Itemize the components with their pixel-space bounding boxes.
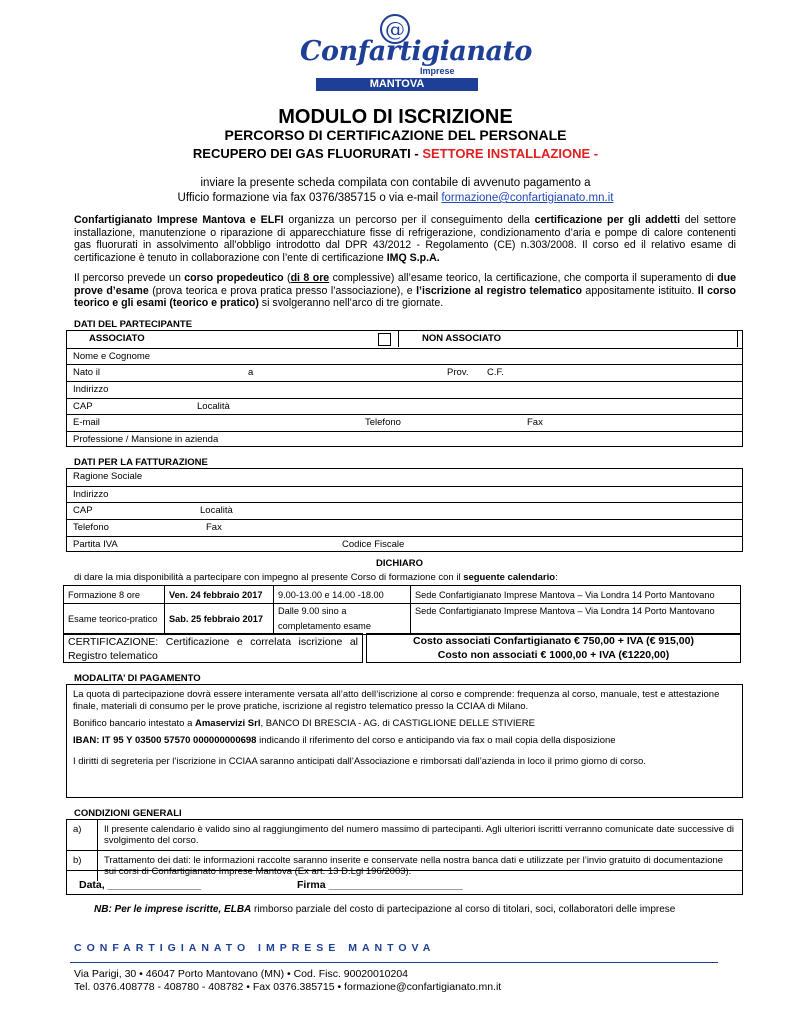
calendar-date: Ven. 24 febbraio 2017 — [165, 586, 274, 604]
footer-address — [74, 968, 501, 994]
subtitle-red: SETTORE INSTALLAZIONE - — [422, 146, 599, 161]
intro-bold: certificazione per gli addetti — [534, 214, 681, 226]
calendar-row — [64, 586, 741, 604]
billing-localita-label: Località — [200, 505, 233, 517]
email-label: E-mail — [73, 417, 100, 429]
page-subtitle-2 — [0, 146, 791, 161]
participant-section-title: DATI DEL PARTECIPANTE — [74, 319, 193, 330]
logo-wordmark: Confartigianato — [300, 36, 532, 67]
dichiaro-text-b: seguente calendario — [463, 572, 556, 583]
fax-label: Fax — [527, 417, 543, 429]
membership-row — [67, 331, 742, 348]
dichiaro-text-a: di dare la mia disponibilità a partecipare con impegno al presente Corso di formazione con il — [74, 572, 464, 583]
billing-cap-row[interactable] — [67, 502, 742, 519]
calendar-time-line: completamento esame — [278, 621, 371, 631]
condition-key: b) — [67, 851, 98, 882]
calendar-place: Sede Confartigianato Imprese Mantova – Via Londra 14 Porto Mantovano — [411, 586, 741, 604]
ragione-label: Ragione Sociale — [73, 471, 143, 482]
dichiaro-title: DICHIARO — [376, 558, 423, 569]
billing-telefono-row[interactable] — [67, 519, 742, 536]
intro-text: organizza un percorso per il conseguimento della — [283, 214, 535, 226]
calendar-label: Esame teorico-pratico — [64, 604, 165, 635]
contatti-row[interactable] — [67, 414, 742, 431]
nb-note — [94, 904, 675, 915]
signature-row — [66, 870, 743, 895]
logo-band: MANTOVA — [316, 78, 478, 91]
calendar-time: 9.00-13.00 e 14.00 -18.00 — [274, 586, 411, 604]
calendar-table — [63, 585, 741, 635]
calendar-time-line: Dalle 9.00 sino a — [278, 606, 347, 616]
send-instructions — [0, 176, 791, 206]
nb-bold: NB: Per le imprese iscritte, ELBA — [94, 904, 252, 915]
intro-paragraph-2 — [74, 272, 736, 310]
data-field[interactable]: Data, ________________ — [79, 879, 202, 891]
prov-label: Prov. — [447, 367, 469, 379]
payment-bank — [73, 718, 736, 730]
cost-non-associati: Costo non associati € 1000,00 + IVA (€1220,00) — [437, 649, 670, 661]
iban-value: IBAN: IT 95 Y 03500 57570 000000000698 — [73, 735, 257, 746]
ragione-row[interactable] — [67, 469, 742, 486]
luogo-label: a — [248, 367, 254, 379]
payment-fees: I diritti di segreteria per l’iscrizione in CCIAA saranno anticipati dall’Associazione e rimborsati dall’azienda in loco il primo giorno di corso. — [73, 756, 646, 767]
billing-fax-label: Fax — [206, 522, 222, 534]
send-line-1: inviare la presente scheda compilata con contabile di avvenuto pagamento a — [200, 177, 591, 189]
cf-label: C.F. — [487, 367, 504, 379]
intro-text: Il percorso prevede un — [74, 272, 185, 284]
cert-box: CERTIFICAZIONE: Certificazione e correlata iscrizione al Registro telematico — [63, 633, 363, 663]
page-subtitle: PERCORSO DI CERTIFICAZIONE DEL PERSONALE — [224, 127, 567, 143]
intro-text: ( — [283, 272, 291, 284]
professione-label: Professione / Mansione in azienda — [73, 434, 219, 446]
intro-text: del settore installazione, manutenzione o riparazione di apparecchiature fisse di refrigerazione, condizionamento d’aria e pompe di calore contenenti gas fluorurati in assolvimento all’obbligo introdotto dal DPR 43/2012 - Regolamento (CE) n.303/2008. Il corso ed il relativo esame di certificazione è tenuto in collaborazione con l’ente di certificazione — [74, 214, 736, 264]
dichiaro-text — [74, 572, 558, 583]
send-line-2 — [0, 191, 791, 206]
intro-text: si svolgeranno nell’arco di tre giornate. — [258, 297, 444, 309]
logo-at-icon: @ — [380, 14, 410, 44]
subtitle-black: RECUPERO DEI GAS FLUORURATI - — [192, 146, 423, 161]
email-link[interactable]: formazione@confartigianato.mn.it — [441, 192, 614, 204]
payment-bank-a: Bonifico bancario intestato a — [73, 718, 195, 729]
intro-text: complessive) all’esame teorico, la certificazione, che comporta il superamento di — [329, 272, 718, 284]
billing-piva-row[interactable] — [67, 536, 742, 553]
footer-org-name: CONFARTIGIANATO IMPRESE MANTOVA — [74, 942, 436, 954]
condition-key: a) — [67, 820, 98, 851]
billing-telefono-label: Telefono — [73, 522, 109, 534]
cap-row[interactable] — [67, 398, 742, 415]
piva-label: Partita IVA — [73, 538, 118, 550]
billing-form — [66, 468, 743, 552]
cap-label: CAP — [73, 400, 93, 412]
associato-label: ASSOCIATO — [89, 333, 145, 344]
intro-bold: l’iscrizione al registro telematico — [416, 284, 582, 297]
page-title: MODULO DI ISCRIZIONE — [278, 106, 513, 128]
logo-subtitle: Imprese — [420, 66, 455, 76]
billing-section-title: DATI PER LA FATTURAZIONE — [74, 457, 208, 468]
intro-bold: di 8 ore — [290, 272, 330, 284]
nb-text: rimborso parziale del costo di partecipazione al corso di titolari, soci, collaboratori delle imprese — [251, 904, 676, 915]
calendar-time — [274, 604, 411, 635]
calendar-label: Formazione 8 ore — [64, 586, 165, 604]
intro-bold: due prove d’esame — [74, 272, 736, 297]
non-associato-label: NON ASSOCIATO — [422, 333, 501, 344]
divider — [737, 331, 738, 347]
telefono-label: Telefono — [365, 417, 401, 429]
professione-row[interactable] — [67, 431, 742, 448]
calendar-date: Sab. 25 febbraio 2017 — [165, 604, 274, 635]
indirizzo-row[interactable] — [67, 381, 742, 398]
payment-bank-c: , BANCO DI BRESCIA - AG. di CASTIGLIONE DELLE STIVIERE — [260, 718, 536, 729]
payment-box — [66, 684, 743, 798]
intro-text: (prova teorica e prova pratica presso l’associazione), e — [148, 284, 417, 297]
billing-cf-label: Codice Fiscale — [342, 538, 405, 550]
participant-form — [66, 330, 743, 447]
conditions-section-title: CONDIZIONI GENERALI — [74, 808, 182, 819]
calendar-row — [64, 604, 741, 635]
payment-iban — [73, 735, 736, 747]
firma-field[interactable]: Firma _______________________ — [297, 879, 463, 891]
intro-paragraph-1 — [74, 214, 736, 264]
localita-label: Località — [197, 400, 230, 412]
footer-line-2: Tel. 0376.408778 - 408780 - 408782 • Fax 0376.385715 • formazione@confartigianato.mn.it — [74, 981, 502, 993]
associato-checkbox[interactable] — [378, 333, 391, 346]
condition-item — [67, 820, 742, 851]
nato-label: Nato il — [73, 367, 100, 379]
send-line-2-text: Ufficio formazione via fax 0376/385715 o via e-mail — [177, 192, 442, 204]
condition-text: Il presente calendario è valido sino al raggiungimento del numero massimo di partecipanti. Agli ulteriori iscritti verranno comunicate date successive di svolgimento del corso. — [98, 820, 743, 851]
footer-line-1: Via Parigi, 30 • 46047 Porto Mantovano (MN) • Cod. Fisc. 90020010204 — [74, 968, 409, 980]
payment-iban-note: indicando il riferimento del corso e anticipando via fax o mail copia della disposizione — [256, 735, 616, 746]
nome-row[interactable] — [67, 348, 742, 365]
footer-divider — [70, 962, 718, 963]
divider — [398, 331, 399, 347]
cost-associati: Costo associati Confartigianato € 750,00 + IVA (€ 915,00) — [413, 635, 694, 647]
billing-indirizzo-row[interactable] — [67, 486, 742, 503]
calendar-place: Sede Confartigianato Imprese Mantova – Via Londra 14 Porto Mantovano — [411, 604, 741, 635]
indirizzo-label: Indirizzo — [73, 384, 109, 396]
nome-label: Nome e Cognome — [73, 350, 151, 362]
condition-text: Trattamento dei dati: le informazioni raccolte saranno inserite e conservate nella nostra banca dati e utilizzate per l’invio gratuito di documentazione sui corsi di Confartigianato Imprese Mantova (Ex art. 13 D.Lgl 196/2003). — [104, 855, 724, 877]
cost-box — [366, 633, 741, 663]
payment-text: La quota di partecipazione dovrà essere interamente versata all’atto dell’iscrizione al corso e comprende: frequenza al corso, manuale, test e attestazione finale, materiali di consumo per le prove pratiche, iscrizione al registro telematico presso la CCIAA di Milano. — [73, 689, 720, 712]
billing-indirizzo-label: Indirizzo — [73, 488, 109, 500]
billing-cap-label: CAP — [73, 505, 93, 517]
intro-org: Confartigianato Imprese Mantova e ELFI — [74, 214, 284, 226]
intro-bold: corso propedeutico — [184, 272, 284, 284]
nascita-row[interactable] — [67, 364, 742, 381]
payment-section-title: MODALITA’ DI PAGAMENTO — [74, 673, 201, 684]
dichiaro-text-c: : — [555, 572, 558, 583]
intro-bold: IMQ S.p.A. — [386, 251, 440, 264]
intro-bold: Il corso teorico e gli esami (teorico e pratico) — [74, 284, 736, 309]
payment-bank-b: Amaservizi Srl — [195, 718, 261, 729]
intro-text: appositamente istituito. — [581, 284, 698, 297]
